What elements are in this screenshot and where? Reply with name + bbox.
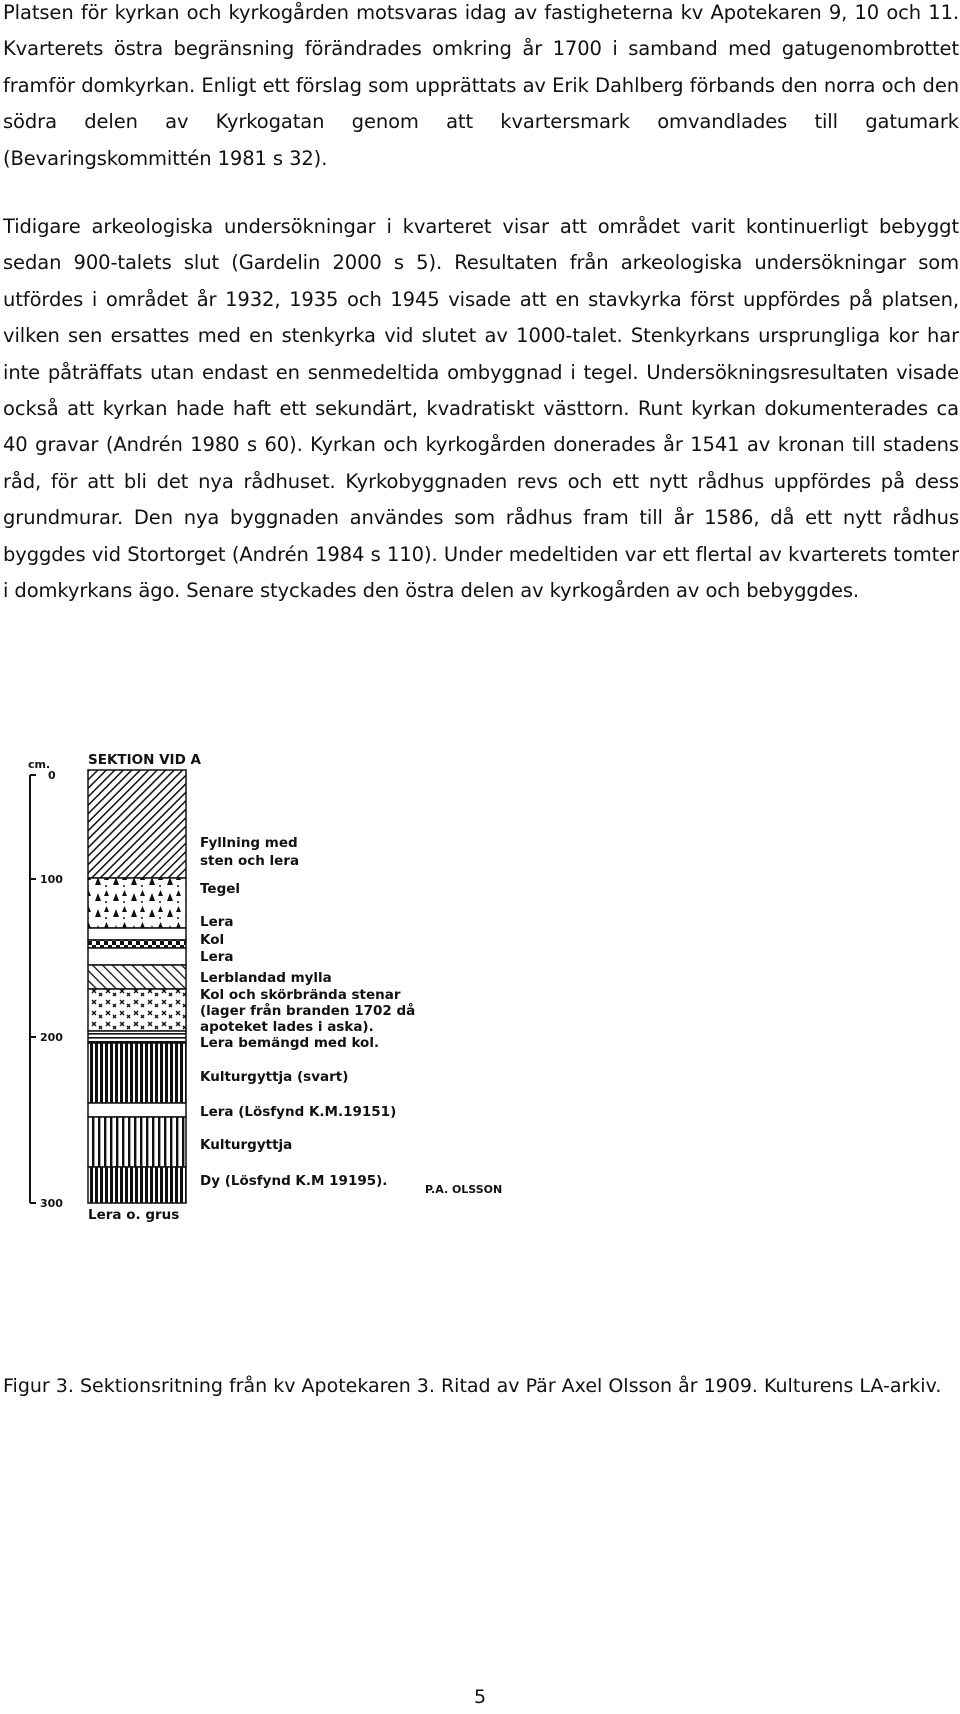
label-lera-kol: Lera bemängd med kol. bbox=[200, 1035, 380, 1051]
figure-title: SEKTION VID A bbox=[88, 752, 201, 768]
strata-column bbox=[88, 770, 186, 1203]
paragraph-1: Platsen för kyrkan och kyrkogården motsvaras idag av fastigheterna kv Apotekaren 9, 10 och 11. Kvarterets östra begränsning förändrades omkring år 1700 i samband med gatugenombrottet framför domkyrkan. Enligt ett förslag som upprättats av Erik Dahlberg förbands den norra och den södra delen av Kyrkogatan genom att kvartersmark omvandlades till gatumark (Bevaringskommittén 1981 s 32). bbox=[3, 1, 959, 170]
label-lera-grus: Lera o. grus bbox=[88, 1207, 180, 1223]
label-lera-losfynd: Lera (Lösfynd K.M.19151) bbox=[200, 1104, 397, 1120]
label-mylla: Lerblandad mylla bbox=[200, 970, 332, 986]
section-drawing-svg bbox=[20, 745, 540, 1345]
tick-100: 100 bbox=[40, 873, 63, 886]
tick-200: 200 bbox=[40, 1031, 63, 1044]
signature: P.A. OLSSON bbox=[425, 1183, 503, 1196]
label-kulturgyttja: Kulturgyttja bbox=[200, 1137, 293, 1153]
label-fyllning: Fyllning med bbox=[200, 835, 298, 851]
section-drawing bbox=[20, 745, 540, 1345]
depth-scale bbox=[30, 769, 63, 1210]
page-number: 5 bbox=[473, 1686, 487, 1708]
label-fyllning-2: sten och lera bbox=[200, 853, 300, 869]
tick-0: 0 bbox=[48, 769, 56, 782]
tick-300: 300 bbox=[40, 1197, 63, 1210]
paragraph-2: Tidigare arkeologiska undersökningar i kvarteret visar att området varit kontinuerligt bebyggt sedan 900-talets slut (Gardelin 2000 s 5). Resultaten från arkeologiska undersökningar som utfördes i området år 1932, 1935 och 1945 visade att en stavkyrka först uppfördes på platsen, vilken sen ersattes med en stenkyrka vid slutet av 1000-talet. Stenkyrkans ursprungliga kor har inte påträffats utan endast en senmedeltida ombyggnad i tegel. Undersökningsresultaten visade också att kyrkan hade haft ett sekundärt, kvadratiskt västtorn. Runt kyrkan dokumenterades ca 40 gravar (Andrén 1980 s 60). Kyrkan och kyrkogården donerades år 1541 av kronan till stadens råd, för att bli det nya rådhuset. Kyrkobyggnaden revs och ett nytt rådhus uppfördes på dess grundmurar. Den nya byggnaden användes som rådhus fram till år 1586, då ett nytt rådhus byggdes vid Stortorget (Andrén 1984 s 110). Under medeltiden var ett flertal av kvarterets tomter i domkyrkans ägo. Senare styckades den östra delen av kyrkogården av och bebyggdes. bbox=[3, 215, 959, 603]
label-apoteket: apoteket lades i aska). bbox=[200, 1019, 374, 1035]
label-kol: Kol bbox=[200, 932, 225, 948]
label-lera-1: Lera bbox=[200, 914, 234, 930]
label-kol-stenar: Kol och skörbrända stenar bbox=[200, 987, 401, 1003]
label-kulturgyttja-svart: Kulturgyttja (svart) bbox=[200, 1069, 349, 1085]
label-branden: (lager från branden 1702 då bbox=[200, 1003, 416, 1019]
label-tegel: Tegel bbox=[200, 881, 241, 897]
scale-unit: cm. bbox=[28, 758, 51, 771]
figure-caption: Figur 3. Sektionsritning från kv Apotekaren 3. Ritad av Pär Axel Olsson år 1909. Kulturens LA-arkiv. bbox=[3, 1375, 942, 1397]
label-dy: Dy (Lösfynd K.M 19195). bbox=[200, 1173, 388, 1189]
label-lera-2: Lera bbox=[200, 949, 234, 965]
